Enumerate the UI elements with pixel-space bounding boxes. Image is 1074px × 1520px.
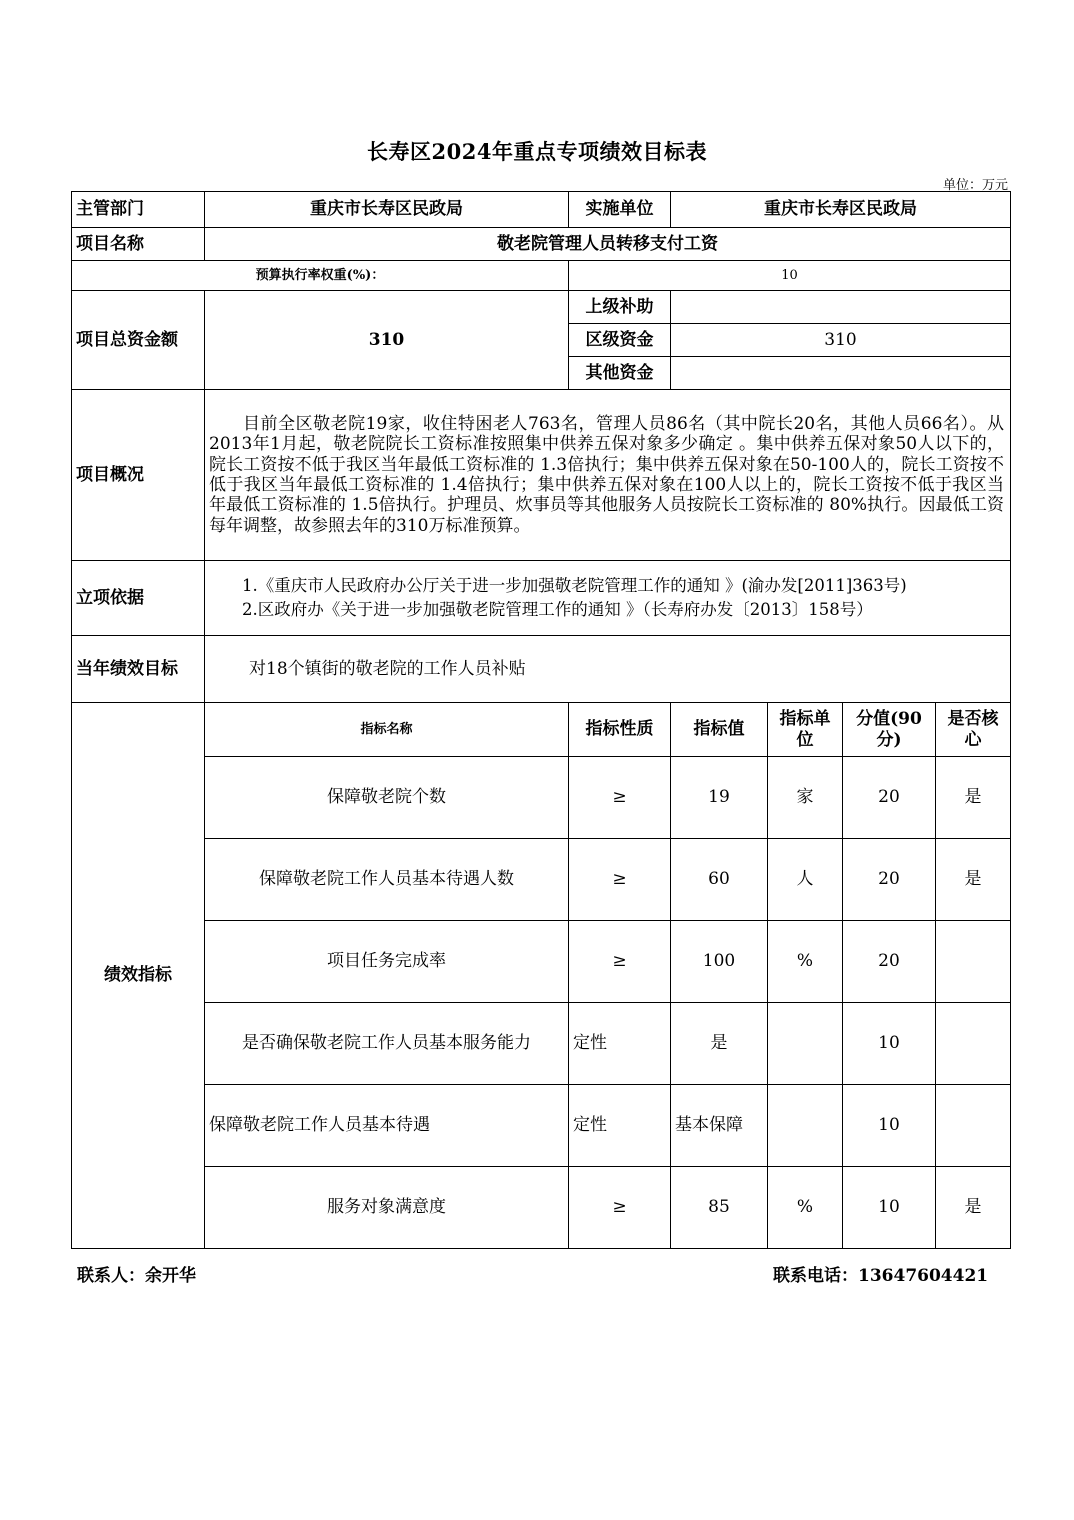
indicator-row (72, 1085, 1011, 1167)
overview-text: 目前全区敬老院19家，收住特困老人763名，管理人员86名（其中院长20名，其他人员66名）。从2013年1月起，敬老院院长工资标准按照集中供养五保对象多少确定 。集中供养五保对象50人以下的，院长工资按不低于我区当年最低工资标准的 1.3倍执行；集中供养五保对象在50-100人的，院长工资按不低于我区当年最低工资标准的 1.4倍执行；集中供养五保对象在100人以上的，院长工资按不低于我区当年最低工资标准的 1.5倍执行。护理员、炊事员等其他服务人员按院长工资标准的 80%执行。因最低工资每年调整，故参照去年的310万标准预算。 (205, 390, 1011, 561)
project-row (72, 228, 1011, 261)
impl-value: 重庆市长寿区民政局 (671, 192, 1011, 228)
weight-row (72, 261, 1011, 291)
indicator-header-row (72, 703, 1011, 757)
overview-label: 项目概况 (72, 390, 205, 561)
total-value: 310 (205, 291, 569, 390)
indicator-value: 60 (671, 839, 768, 921)
fund-district-label: 区级资金 (569, 324, 671, 357)
unit-note: 单位：万元 (942, 178, 1008, 193)
indicator-core (936, 1003, 1011, 1085)
indicator-score: 10 (843, 1085, 936, 1167)
indicator-score: 20 (843, 757, 936, 839)
indicator-nature: ≥ (569, 1167, 671, 1249)
page-title: 长寿区2024年重点专项绩效目标表 (367, 139, 707, 164)
indicator-score: 10 (843, 1167, 936, 1249)
indicator-row (72, 1003, 1011, 1085)
header-value: 指标值 (671, 703, 768, 757)
indicator-unit: 家 (768, 757, 843, 839)
indicator-row (72, 1167, 1011, 1249)
indicator-core: 是 (936, 839, 1011, 921)
header-score: 分值(90分) (843, 703, 936, 757)
indicator-value: 19 (671, 757, 768, 839)
indicator-nature: ≥ (569, 839, 671, 921)
basis-text (205, 561, 1011, 636)
indicator-row (72, 921, 1011, 1003)
weight-value: 10 (569, 261, 1011, 291)
dept-label: 主管部门 (72, 192, 205, 228)
indicator-core: 是 (936, 757, 1011, 839)
fund-upper-label: 上级补助 (569, 291, 671, 324)
dept-row (72, 192, 1011, 228)
header-unit: 指标单位 (768, 703, 843, 757)
fund-district-value: 310 (671, 324, 1011, 357)
fund-upper-row (72, 291, 1011, 324)
indicator-value: 85 (671, 1167, 768, 1249)
header-core: 是否核心 (936, 703, 1011, 757)
indicator-core (936, 921, 1011, 1003)
indicator-label (72, 703, 205, 1249)
indicator-nature: ≥ (569, 757, 671, 839)
total-label: 项目总资金额 (72, 291, 205, 390)
weight-label: 预算执行率权重(%)： (72, 261, 569, 291)
overview-row (72, 390, 1011, 561)
indicator-name: 保障敬老院工作人员基本待遇 (205, 1085, 569, 1167)
indicator-value: 是 (671, 1003, 768, 1085)
indicator-unit: % (768, 921, 843, 1003)
indicator-name: 是否确保敬老院工作人员基本服务能力 (205, 1003, 569, 1085)
indicator-nature: 定性 (569, 1085, 671, 1167)
basis-label: 立项依据 (72, 561, 205, 636)
fund-other-value (671, 357, 1011, 390)
indicator-nature: ≥ (569, 921, 671, 1003)
indicator-value: 100 (671, 921, 768, 1003)
indicator-row (72, 757, 1011, 839)
indicator-nature: 定性 (569, 1003, 671, 1085)
indicator-name: 保障敬老院个数 (205, 757, 569, 839)
header-name: 指标名称 (205, 703, 569, 757)
contact-person: 联系人：余开华 (77, 1266, 196, 1286)
indicator-name: 服务对象满意度 (205, 1167, 569, 1249)
indicator-value: 基本保障 (671, 1085, 768, 1167)
indicator-label-text: 绩效指标 (104, 965, 172, 986)
goal-row (72, 636, 1011, 703)
indicator-name: 项目任务完成率 (205, 921, 569, 1003)
goal-label: 当年绩效目标 (72, 636, 205, 703)
indicator-name: 保障敬老院工作人员基本待遇人数 (205, 839, 569, 921)
indicator-unit (768, 1085, 843, 1167)
indicator-row (72, 839, 1011, 921)
performance-target-table (71, 191, 1011, 1249)
indicator-score: 20 (843, 921, 936, 1003)
dept-value: 重庆市长寿区民政局 (205, 192, 569, 228)
indicator-unit: % (768, 1167, 843, 1249)
impl-label: 实施单位 (569, 192, 671, 228)
project-value: 敬老院管理人员转移支付工资 (205, 228, 1011, 261)
project-label: 项目名称 (72, 228, 205, 261)
indicator-score: 20 (843, 839, 936, 921)
fund-upper-value (671, 291, 1011, 324)
indicator-core: 是 (936, 1167, 1011, 1249)
contact-phone: 联系电话：13647604421 (773, 1266, 989, 1286)
indicator-unit (768, 1003, 843, 1085)
basis-row (72, 561, 1011, 636)
basis-line-1: 1.《重庆市人民政府办公厅关于进一步加强敬老院管理工作的通知 》(渝办发[2011]363号) (242, 576, 907, 595)
indicator-core (936, 1085, 1011, 1167)
fund-other-label: 其他资金 (569, 357, 671, 390)
header-nature: 指标性质 (569, 703, 671, 757)
indicator-score: 10 (843, 1003, 936, 1085)
basis-line-2: 2.区政府办《关于进一步加强敬老院管理工作的通知 》（长寿府办发〔2013〕158号） (242, 600, 873, 619)
indicator-unit: 人 (768, 839, 843, 921)
goal-text: 对18个镇街的敬老院的工作人员补贴 (205, 636, 1011, 703)
